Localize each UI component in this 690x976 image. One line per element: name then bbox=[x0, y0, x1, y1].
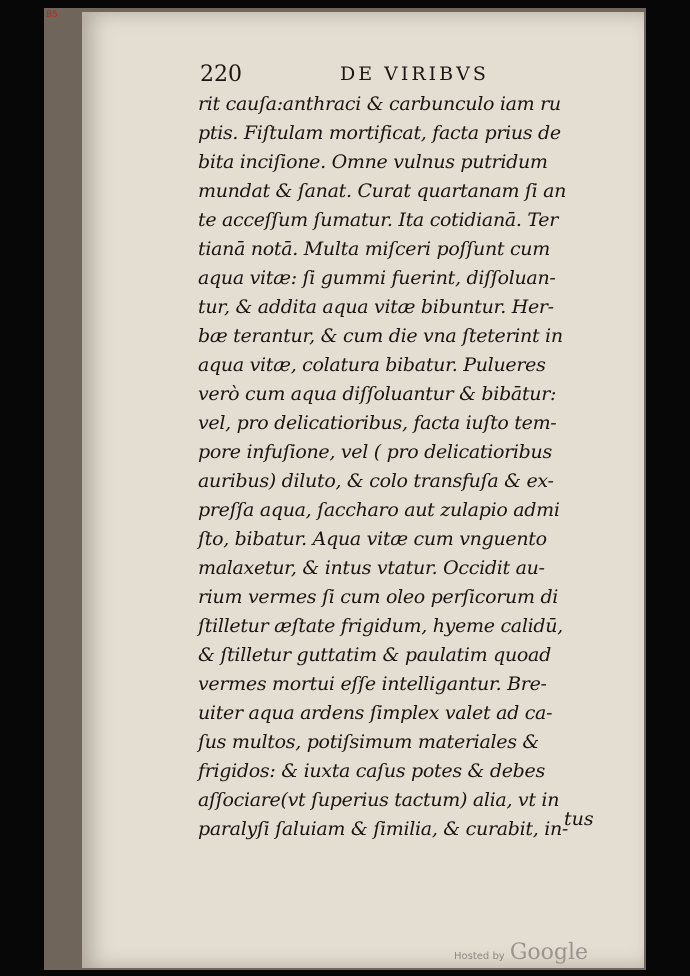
text-line: vel, pro delicatioribus, facta iuſto tem- bbox=[198, 412, 557, 434]
text-line: tianā notā. Multa miſceri poſſunt cum bbox=[198, 238, 550, 260]
text-line: aſſociare(vt ſuperius tactum) alia, vt in bbox=[198, 789, 560, 811]
text-line: malaxetur, & intus vtatur. Occidit au- bbox=[198, 557, 545, 579]
text-line: uiter aqua ardens ſimplex valet ad ca- bbox=[198, 702, 553, 724]
text-line: tur, & addita aqua vitæ bibuntur. Her- bbox=[198, 296, 554, 318]
text-line: verò cum aqua diſſoluantur & bibātur: bbox=[198, 383, 557, 405]
corner-mark: B5 bbox=[46, 10, 58, 20]
text-line: bita inciſione. Omne vulnus putridum bbox=[198, 151, 548, 173]
text-line: rium vermes ſi cum oleo perſicorum di bbox=[198, 586, 559, 608]
text-line: ptis. Fiſtulam mortificat, facta prius de bbox=[198, 122, 561, 144]
hosted-by-label: Hosted by bbox=[454, 951, 505, 962]
text-line: aqua vitæ: ſi gummi fuerint, diſſoluan- bbox=[198, 267, 556, 289]
running-title: DE VIRIBVS bbox=[340, 63, 489, 85]
page-number: 220 bbox=[200, 62, 242, 87]
text-line: ſtilletur æſtate frigidum, hyeme calidū, bbox=[198, 615, 563, 637]
text-line: vermes mortui eſſe intelligantur. Bre- bbox=[198, 673, 547, 695]
text-line: paralyſi ſaluiam & ſimilia, & curabit, in- bbox=[198, 818, 569, 840]
text-line: preſſa aqua, ſaccharo aut zulapio admi bbox=[198, 499, 560, 521]
catchword: tus bbox=[564, 808, 594, 830]
google-watermark bbox=[454, 940, 588, 965]
text-line: mundat & ſanat. Curat quartanam ſi an bbox=[198, 180, 567, 202]
text-line: ſto, bibatur. Aqua vitæ cum vnguento bbox=[198, 528, 547, 550]
text-line: bæ terantur, & cum die vna ſteterint in bbox=[198, 325, 563, 347]
text-line: pore infuſione, vel ( pro delicatioribus bbox=[198, 441, 552, 463]
google-logo: Google bbox=[509, 940, 589, 965]
text-line: auribus) diluto, & colo transfuſa & ex- bbox=[198, 470, 554, 492]
page-header bbox=[200, 62, 560, 92]
text-line: rit cauſa:anthraci & carbunculo iam ru bbox=[198, 93, 561, 115]
text-line: & ſtilletur guttatim & paulatim quoad bbox=[198, 644, 551, 666]
text-line: te acceſſum ſumatur. Ita cotidianā. Ter bbox=[198, 209, 559, 231]
text-line: aqua vitæ, colatura bibatur. Pulueres bbox=[198, 354, 546, 376]
text-line: frigidos: & iuxta caſus potes & debes bbox=[198, 760, 545, 782]
text-line: ſus multos, potiſsimum materiales & bbox=[198, 731, 540, 753]
body-text bbox=[198, 90, 618, 844]
